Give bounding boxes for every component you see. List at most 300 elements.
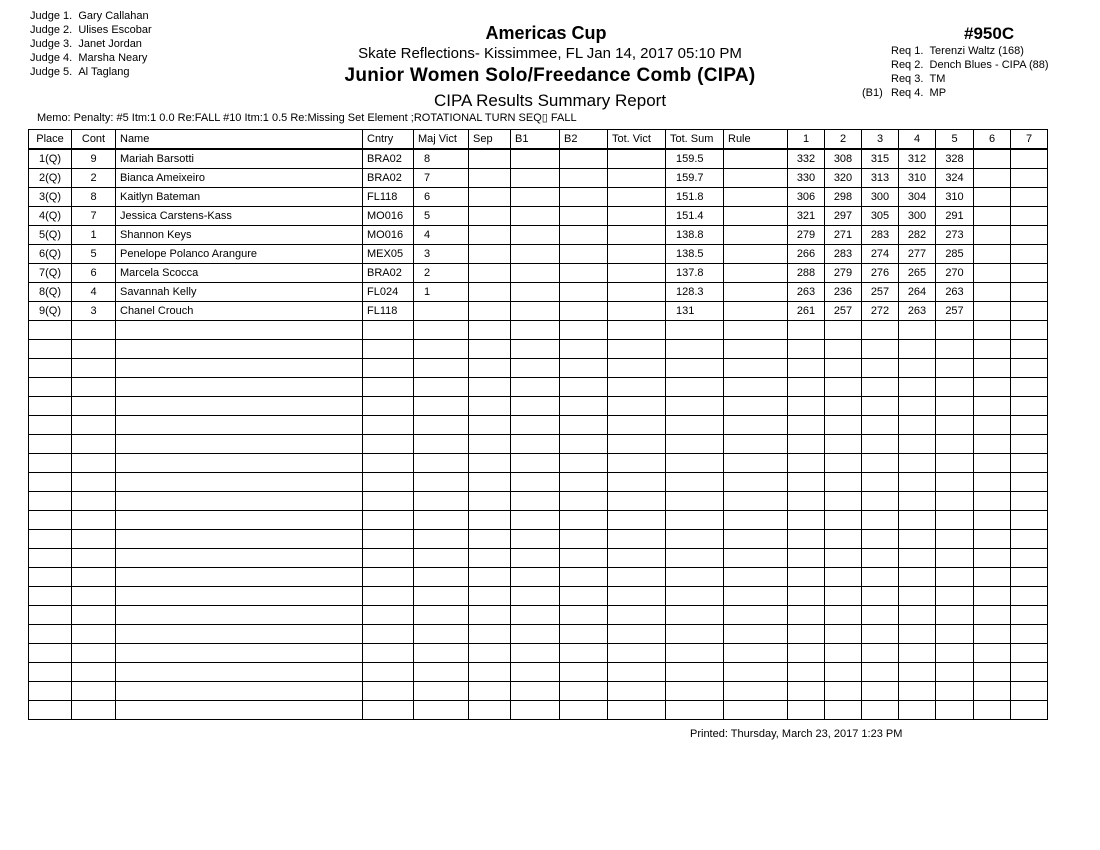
empty-cell — [666, 644, 724, 663]
empty-cell — [974, 473, 1011, 492]
empty-cell — [72, 397, 116, 416]
cell-j3: 272 — [862, 302, 899, 321]
cell-sep — [469, 188, 511, 207]
cell-j5: 263 — [936, 283, 974, 302]
cell-rule — [724, 245, 788, 264]
cell-b2 — [560, 188, 608, 207]
empty-cell — [560, 549, 608, 568]
empty-cell — [560, 454, 608, 473]
cell-j5: 328 — [936, 149, 974, 169]
cell-j6 — [974, 207, 1011, 226]
empty-cell — [29, 359, 72, 378]
empty-cell — [724, 340, 788, 359]
empty-cell — [788, 492, 825, 511]
empty-cell — [116, 359, 363, 378]
empty-cell — [724, 359, 788, 378]
cell-b2 — [560, 245, 608, 264]
empty-cell — [825, 606, 862, 625]
cell-j5: 310 — [936, 188, 974, 207]
empty-cell — [511, 435, 560, 454]
requirement-line: Req 1. Terenzi Waltz (168) — [891, 45, 1024, 57]
empty-cell — [724, 473, 788, 492]
empty-cell — [363, 625, 414, 644]
empty-cell — [414, 340, 469, 359]
col-header-b1: B1 — [511, 130, 560, 150]
empty-cell — [363, 701, 414, 720]
empty-cell — [666, 568, 724, 587]
empty-cell — [862, 492, 899, 511]
empty-table-row — [29, 492, 1048, 511]
empty-cell — [414, 682, 469, 701]
empty-table-row — [29, 435, 1048, 454]
empty-cell — [414, 663, 469, 682]
empty-cell — [1011, 568, 1048, 587]
cell-sep — [469, 302, 511, 321]
cell-name: Marcela Scocca — [116, 264, 363, 283]
empty-cell — [560, 397, 608, 416]
empty-cell — [116, 397, 363, 416]
empty-cell — [862, 682, 899, 701]
col-header-judge-2: 2 — [825, 130, 862, 150]
cell-name: Jessica Carstens-Kass — [116, 207, 363, 226]
cell-j1: 263 — [788, 283, 825, 302]
empty-cell — [974, 530, 1011, 549]
empty-cell — [1011, 530, 1048, 549]
cell-cont: 8 — [72, 188, 116, 207]
cell-b2 — [560, 283, 608, 302]
table-row — [29, 226, 1048, 245]
table-row — [29, 283, 1048, 302]
cell-j7 — [1011, 169, 1048, 188]
empty-cell — [608, 625, 666, 644]
judge-line: Judge 3. Janet Jordan — [30, 38, 142, 50]
empty-cell — [511, 682, 560, 701]
empty-cell — [788, 606, 825, 625]
empty-cell — [936, 568, 974, 587]
empty-cell — [1011, 682, 1048, 701]
empty-cell — [666, 340, 724, 359]
empty-cell — [29, 397, 72, 416]
empty-cell — [511, 644, 560, 663]
empty-cell — [788, 454, 825, 473]
cell-cont: 3 — [72, 302, 116, 321]
empty-cell — [974, 549, 1011, 568]
empty-cell — [608, 644, 666, 663]
cell-cntry: MO016 — [363, 226, 414, 245]
empty-cell — [608, 663, 666, 682]
empty-cell — [608, 606, 666, 625]
empty-cell — [363, 587, 414, 606]
empty-table-row — [29, 321, 1048, 340]
empty-cell — [29, 435, 72, 454]
empty-cell — [29, 568, 72, 587]
empty-cell — [724, 321, 788, 340]
empty-cell — [724, 378, 788, 397]
cell-rule — [724, 188, 788, 207]
cell-sep — [469, 264, 511, 283]
cell-j1: 321 — [788, 207, 825, 226]
cell-tot-sum: 138.5 — [666, 245, 724, 264]
empty-cell — [560, 682, 608, 701]
col-header-name: Name — [116, 130, 363, 150]
empty-cell — [825, 682, 862, 701]
cell-j2: 279 — [825, 264, 862, 283]
empty-cell — [363, 568, 414, 587]
cell-j1: 330 — [788, 169, 825, 188]
empty-cell — [363, 606, 414, 625]
empty-cell — [788, 511, 825, 530]
empty-cell — [862, 378, 899, 397]
empty-cell — [29, 701, 72, 720]
cell-place: 4(Q) — [29, 207, 72, 226]
empty-cell — [862, 511, 899, 530]
cell-place: 8(Q) — [29, 283, 72, 302]
empty-cell — [414, 587, 469, 606]
cell-rule — [724, 226, 788, 245]
cell-j5: 273 — [936, 226, 974, 245]
cell-cntry: FL118 — [363, 188, 414, 207]
col-header-sep: Sep — [469, 130, 511, 150]
empty-cell — [974, 416, 1011, 435]
empty-cell — [414, 454, 469, 473]
empty-table-row — [29, 625, 1048, 644]
empty-cell — [469, 340, 511, 359]
cell-j6 — [974, 283, 1011, 302]
empty-cell — [666, 587, 724, 606]
empty-cell — [363, 682, 414, 701]
header-row — [29, 130, 1048, 150]
empty-cell — [469, 587, 511, 606]
cell-j5: 324 — [936, 169, 974, 188]
empty-cell — [666, 625, 724, 644]
report-title: CIPA Results Summary Report — [433, 91, 667, 110]
empty-cell — [788, 587, 825, 606]
empty-cell — [788, 568, 825, 587]
empty-cell — [72, 321, 116, 340]
empty-cell — [363, 340, 414, 359]
empty-cell — [666, 511, 724, 530]
competition-title: Americas Cup — [485, 23, 607, 43]
cell-sep — [469, 226, 511, 245]
empty-cell — [363, 492, 414, 511]
empty-cell — [936, 549, 974, 568]
empty-table-row — [29, 416, 1048, 435]
cell-rule — [724, 207, 788, 226]
empty-cell — [72, 549, 116, 568]
empty-cell — [608, 701, 666, 720]
table-row — [29, 149, 1048, 169]
cell-cont: 6 — [72, 264, 116, 283]
empty-cell — [1011, 340, 1048, 359]
empty-cell — [724, 644, 788, 663]
empty-cell — [899, 587, 936, 606]
col-header-judge-4: 4 — [899, 130, 936, 150]
empty-cell — [974, 378, 1011, 397]
empty-cell — [788, 321, 825, 340]
empty-cell — [72, 606, 116, 625]
cell-b2 — [560, 302, 608, 321]
empty-cell — [511, 606, 560, 625]
empty-cell — [862, 416, 899, 435]
cell-j1: 266 — [788, 245, 825, 264]
empty-cell — [724, 530, 788, 549]
empty-cell — [414, 530, 469, 549]
cell-j7 — [1011, 283, 1048, 302]
cell-name: Bianca Ameixeiro — [116, 169, 363, 188]
empty-cell — [825, 378, 862, 397]
empty-cell — [560, 701, 608, 720]
empty-cell — [511, 663, 560, 682]
empty-cell — [936, 397, 974, 416]
empty-cell — [414, 644, 469, 663]
empty-cell — [1011, 416, 1048, 435]
cell-tot-sum: 159.7 — [666, 169, 724, 188]
cell-b2 — [560, 169, 608, 188]
cell-tot-sum: 159.5 — [666, 149, 724, 169]
empty-cell — [788, 549, 825, 568]
empty-cell — [29, 454, 72, 473]
cell-j3: 274 — [862, 245, 899, 264]
empty-cell — [29, 682, 72, 701]
empty-cell — [788, 397, 825, 416]
empty-cell — [862, 549, 899, 568]
empty-cell — [899, 701, 936, 720]
empty-cell — [72, 340, 116, 359]
cell-j1: 306 — [788, 188, 825, 207]
empty-cell — [29, 492, 72, 511]
cell-j3: 305 — [862, 207, 899, 226]
empty-cell — [974, 663, 1011, 682]
empty-cell — [666, 682, 724, 701]
cell-b2 — [560, 207, 608, 226]
empty-cell — [511, 701, 560, 720]
empty-cell — [511, 492, 560, 511]
empty-cell — [974, 682, 1011, 701]
empty-cell — [414, 568, 469, 587]
empty-cell — [363, 454, 414, 473]
cell-name: Savannah Kelly — [116, 283, 363, 302]
table-row — [29, 245, 1048, 264]
empty-cell — [862, 454, 899, 473]
empty-cell — [469, 530, 511, 549]
cell-b1 — [511, 264, 560, 283]
col-header-judge-5: 5 — [936, 130, 974, 150]
cell-name: Chanel Crouch — [116, 302, 363, 321]
empty-table-row — [29, 606, 1048, 625]
empty-cell — [116, 492, 363, 511]
empty-cell — [862, 397, 899, 416]
empty-cell — [72, 625, 116, 644]
empty-cell — [724, 606, 788, 625]
empty-cell — [116, 701, 363, 720]
empty-cell — [666, 397, 724, 416]
empty-cell — [788, 530, 825, 549]
empty-cell — [469, 568, 511, 587]
empty-cell — [414, 701, 469, 720]
cell-j1: 332 — [788, 149, 825, 169]
empty-cell — [666, 435, 724, 454]
cell-j4: 265 — [899, 264, 936, 283]
empty-cell — [1011, 454, 1048, 473]
cell-tot-sum: 137.8 — [666, 264, 724, 283]
empty-cell — [899, 416, 936, 435]
cell-j4: 263 — [899, 302, 936, 321]
cell-j6 — [974, 302, 1011, 321]
cell-j4: 312 — [899, 149, 936, 169]
empty-cell — [608, 568, 666, 587]
empty-cell — [936, 663, 974, 682]
empty-cell — [511, 511, 560, 530]
judge-name: Gary Callahan — [78, 10, 149, 22]
empty-cell — [29, 644, 72, 663]
empty-cell — [724, 549, 788, 568]
empty-cell — [608, 587, 666, 606]
empty-cell — [899, 511, 936, 530]
empty-cell — [899, 378, 936, 397]
empty-table-row — [29, 549, 1048, 568]
cell-j4: 277 — [899, 245, 936, 264]
empty-cell — [469, 663, 511, 682]
empty-cell — [825, 321, 862, 340]
empty-cell — [1011, 663, 1048, 682]
empty-cell — [899, 454, 936, 473]
empty-cell — [666, 321, 724, 340]
empty-cell — [974, 701, 1011, 720]
empty-cell — [862, 644, 899, 663]
empty-cell — [936, 340, 974, 359]
empty-cell — [469, 473, 511, 492]
empty-cell — [788, 663, 825, 682]
empty-table-row — [29, 359, 1048, 378]
empty-cell — [899, 568, 936, 587]
empty-cell — [936, 606, 974, 625]
empty-cell — [1011, 435, 1048, 454]
cell-cont: 5 — [72, 245, 116, 264]
empty-cell — [974, 644, 1011, 663]
empty-cell — [666, 416, 724, 435]
empty-cell — [72, 682, 116, 701]
empty-cell — [72, 435, 116, 454]
cell-tot-sum: 131 — [666, 302, 724, 321]
empty-table-row — [29, 682, 1048, 701]
empty-cell — [363, 549, 414, 568]
empty-cell — [72, 644, 116, 663]
empty-cell — [825, 473, 862, 492]
empty-cell — [511, 416, 560, 435]
empty-cell — [469, 378, 511, 397]
cell-j7 — [1011, 264, 1048, 283]
cell-tot-sum: 138.8 — [666, 226, 724, 245]
col-header-judge-1: 1 — [788, 130, 825, 150]
empty-cell — [469, 397, 511, 416]
empty-cell — [414, 549, 469, 568]
empty-cell — [788, 340, 825, 359]
printed-timestamp: Printed: Thursday, March 23, 2017 1:23 PM — [690, 728, 903, 740]
empty-cell — [469, 435, 511, 454]
empty-cell — [414, 625, 469, 644]
empty-cell — [560, 587, 608, 606]
cell-j1: 288 — [788, 264, 825, 283]
empty-cell — [788, 682, 825, 701]
cell-sep — [469, 207, 511, 226]
cell-j5: 291 — [936, 207, 974, 226]
empty-cell — [666, 549, 724, 568]
empty-cell — [825, 625, 862, 644]
empty-cell — [72, 492, 116, 511]
empty-cell — [363, 644, 414, 663]
requirements-list — [862, 44, 1049, 100]
cell-j2: 298 — [825, 188, 862, 207]
empty-cell — [116, 340, 363, 359]
empty-cell — [825, 530, 862, 549]
empty-cell — [724, 682, 788, 701]
cell-place: 3(Q) — [29, 188, 72, 207]
empty-cell — [560, 378, 608, 397]
empty-cell — [116, 511, 363, 530]
empty-cell — [72, 587, 116, 606]
judge-name: Ulises Escobar — [78, 24, 152, 36]
empty-cell — [724, 701, 788, 720]
empty-cell — [608, 397, 666, 416]
cell-j2: 320 — [825, 169, 862, 188]
cell-cntry: BRA02 — [363, 264, 414, 283]
col-header-place: Place — [29, 130, 72, 150]
empty-table-row — [29, 644, 1048, 663]
empty-cell — [560, 473, 608, 492]
venue-date: Skate Reflections- Kissimmee, FL Jan 14, 2017 05:10 PM — [358, 45, 742, 62]
empty-cell — [511, 530, 560, 549]
empty-cell — [936, 587, 974, 606]
empty-cell — [608, 359, 666, 378]
empty-cell — [862, 435, 899, 454]
event-title: Junior Women Solo/Freedance Comb (CIPA) — [344, 65, 756, 86]
cell-b1 — [511, 302, 560, 321]
empty-cell — [560, 492, 608, 511]
empty-table-row — [29, 473, 1048, 492]
empty-cell — [1011, 644, 1048, 663]
empty-cell — [116, 530, 363, 549]
empty-cell — [974, 568, 1011, 587]
cell-sep — [469, 283, 511, 302]
col-header-b2: B2 — [560, 130, 608, 150]
empty-cell — [116, 606, 363, 625]
empty-cell — [788, 644, 825, 663]
judge-name: Marsha Neary — [78, 52, 148, 64]
empty-table-row — [29, 663, 1048, 682]
empty-cell — [862, 587, 899, 606]
empty-cell — [608, 378, 666, 397]
cell-tot-vict — [608, 188, 666, 207]
empty-cell — [1011, 701, 1048, 720]
empty-cell — [469, 511, 511, 530]
empty-cell — [862, 625, 899, 644]
empty-cell — [1011, 397, 1048, 416]
empty-cell — [724, 397, 788, 416]
empty-cell — [469, 359, 511, 378]
cell-j3: 313 — [862, 169, 899, 188]
empty-cell — [560, 321, 608, 340]
empty-cell — [862, 321, 899, 340]
empty-table-row — [29, 340, 1048, 359]
cell-b1 — [511, 207, 560, 226]
cell-j4: 264 — [899, 283, 936, 302]
empty-cell — [414, 435, 469, 454]
empty-cell — [862, 340, 899, 359]
table-row — [29, 302, 1048, 321]
empty-cell — [724, 416, 788, 435]
empty-cell — [608, 321, 666, 340]
empty-cell — [29, 378, 72, 397]
